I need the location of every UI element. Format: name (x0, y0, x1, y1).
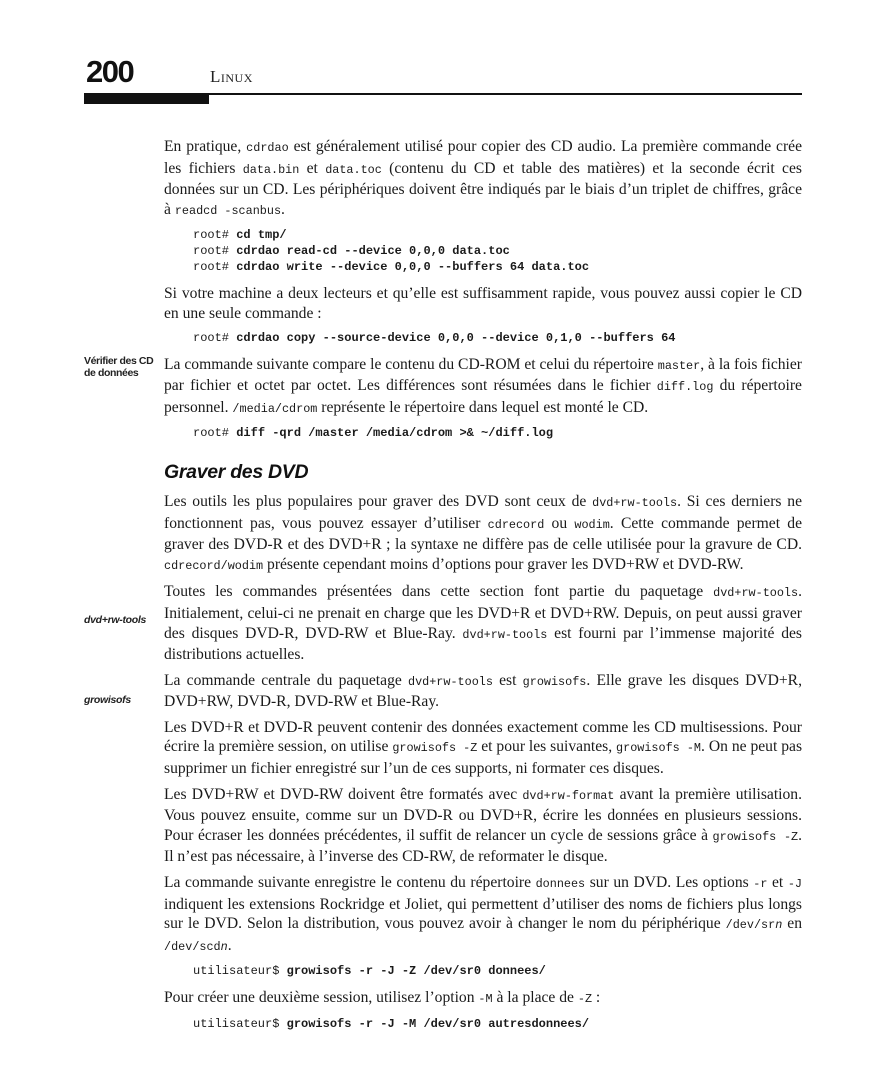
code-block: root# diff -qrd /master /media/cdrom >& ~/diff.log (193, 426, 554, 441)
page-header (84, 52, 802, 102)
paragraph: Les outils les plus populaires pour graver des DVD sont ceux de dvd+rw-tools. Si ces derniers ne fonctionnent pas, vous pouvez essayer d’utiliser cdrecord ou wodim. Cette commande permet de graver des DVD-R et des DVD+R ; la syntaxe ne diffère pas de celle utilisée pour la gravure de CD. cdrecord/wodim présente cependant moins d’options pour graver les DVD+RW et DVD-RW. (164, 492, 803, 573)
paragraph: Pour créer une deuxième session, utilisez l’option -M à la place de -Z : (164, 989, 601, 1007)
section-title: Graver des DVD (164, 461, 309, 484)
margin-note-growisofs: growisofs (84, 694, 131, 706)
running-title: Linux (210, 67, 253, 86)
code-block: utilisateur$ growisofs -r -J -M /dev/sr0 autresdonnees/ (193, 1017, 590, 1031)
header-rule-thick (84, 95, 209, 104)
paragraph: Les DVD+RW et DVD-RW doivent être formatés avec dvd+rw-format avant la première utilisation. Vous pouvez ensuite, comme sur un DVD-R ou DVD+R, écrire les données en plusieurs sessions. Pour écraser les données précédentes, il suffit de relancer un cycle de sessions grâce à growisofs -Z. Il n’est pas nécessaire, à l’inverse des CD-RW, de reformater le disque. (164, 785, 803, 866)
paragraph: Si votre machine a deux lecteurs et qu’elle est suffisamment rapide, vous pouvez aussi copier le CD en une seule commande : (164, 285, 802, 322)
paragraph: La commande suivante enregistre le contenu du répertoire donnees sur un DVD. Les options -r et -J indiquent les extensions Rockridge et Joliet, qui permettent d’utiliser des noms de fichiers plus longs sur le DVD. Selon la distribution, vous pouvez avoir à changer le nom du périphérique /dev/srn en /dev/scdn. (164, 874, 802, 954)
code-block: root# cdrdao copy --source-device 0,0,0 --device 0,1,0 --buffers 64 (193, 330, 676, 345)
paragraph: La commande centrale du paquetage dvd+rw-tools est growisofs. Elle grave les disques DVD+R, DVD+RW, DVD-R, DVD-RW et Blue-Ray. (164, 671, 802, 711)
paragraph: Les DVD+R et DVD-R peuvent contenir des données exactement comme les CD multisessions. Pour écrire la première session, on utilise growisofs -Z et pour les suivantes, growisofs -M. On ne peut pas supprimer un fichier enregistré sur l’un de ces supports, ni formater ces disques. (164, 718, 803, 778)
code-block: root# cd tmp/ root# cdrdao read-cd --device 0,0,0 data.toc root# cdrdao write --device 0,0,0 --buffers 64 data.toc (193, 228, 590, 275)
margin-note-verify: Vérifier des CD de données (84, 355, 154, 379)
page-number: 200 (86, 54, 134, 89)
code-block: utilisateur$ growisofs -r -J -Z /dev/sr0 donnees/ (193, 964, 546, 979)
page-body (164, 137, 802, 1041)
margin-note-dvdrw-tools: dvd+rw-tools (84, 614, 147, 626)
paragraph: Toutes les commandes présentées dans cette section font partie du paquetage dvd+rw-tools. Initialement, celui-ci ne prenait en charge que les DVD+R et DVD+RW. Depuis, on peut aussi graver des disques DVD-R, DVD-RW et Blue-Ray. dvd+rw-tools est fourni par l’immense majorité des distributions actuelles. (164, 583, 802, 664)
paragraph: En pratique, cdrdao est généralement utilisé pour copier des CD audio. La première commande crée les fichiers data.bin et data.toc (contenu du CD et table des matières) et la seconde écrit ces données sur un CD. Les périphériques doivent être indiqués par le biais d’un triplet de chiffres, grâce à readcd -scanbus. (164, 138, 802, 218)
paragraph: La commande suivante compare le contenu du CD-ROM et celui du répertoire master, à la fois fichier par fichier et octet par octet. Les différences sont résumées dans le fichier diff.log du répertoire personnel. /media/cdrom représente le répertoire dans lequel est monté le CD. (164, 355, 802, 416)
